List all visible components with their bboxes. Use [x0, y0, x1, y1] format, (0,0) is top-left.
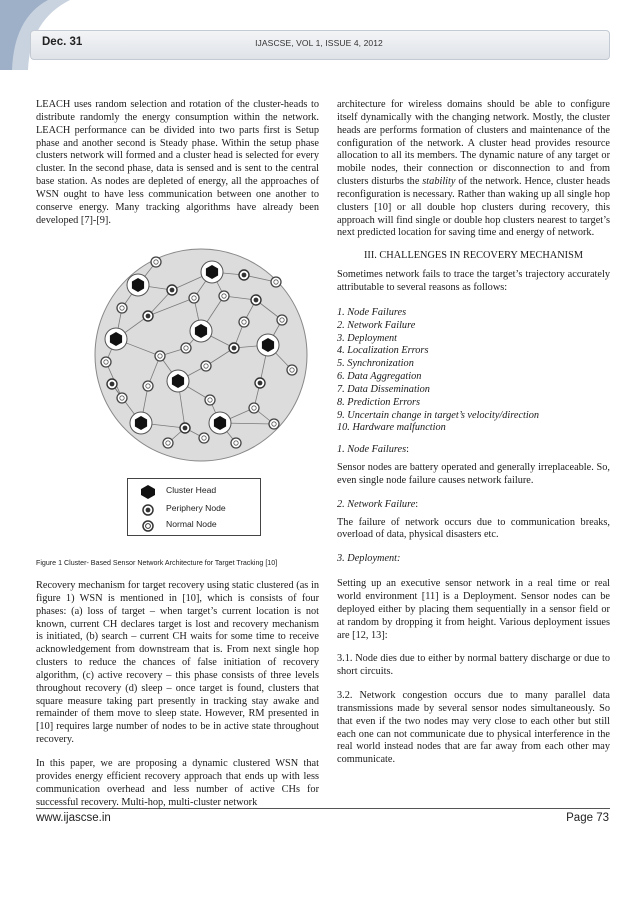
periphery-node-core: [258, 381, 263, 386]
normal-node-core: [192, 296, 196, 300]
periphery-node-core: [242, 273, 247, 278]
normal-node-icon: [138, 518, 158, 534]
footer-page-number: Page 73: [566, 812, 609, 824]
left-paragraph-2: Recovery mechanism for target recovery using static clustered (as in figure 1) WSN is mentioned in [10], which is consists of four phases: (a) loss of target – when target’s current location is not known, current CH declares target is lost and recovery mechanism is initiated, (b) search – current CH waits for some time to receive acknowledgement from downstream that is. From next single hop clusters to reduce the chances of false initiation of recovery algorithm, (c) active recovery – this phase consists of three levels throughout recovery (d) sleep – once target is found, clusters that square measure taking part presently in tracking stay awake and remainder of them move to sleep state. However, RM presented in [10] requires large number of nodes to be in active state throughout recovery.: [36, 580, 319, 746]
list-item: 8. Prediction Errors: [337, 396, 421, 408]
figure-legend: Cluster Head Periphery Node Normal Node: [127, 478, 261, 536]
normal-node-core: [252, 406, 256, 410]
periphery-node-core: [110, 382, 115, 387]
list-item: 3. Deployment: [337, 332, 398, 344]
header-journal: IJASCSE, VOL 1, ISSUE 4, 2012: [255, 38, 383, 48]
section-heading: III. CHALLENGES IN RECOVERY MECHANISM: [364, 250, 583, 262]
subheading-network-failure: 2. Network Failure:: [337, 498, 419, 510]
right-paragraph-1: architecture for wireless domains should be able to configure itself dynamically with the changing network. Mostly, the cluster heads are performs formation of clusters and maintenance of the configuration of the network. A cluster head provides resource allocation to all its members. The dynamic nature of any target or mobile nodes, their connection or disconnection to and from clusters disturbs the stability of the network. Hence, cluster heads reconfiguration is necessary. Rather than waking up all single hop clusters [10] or all double hop clusters during recovery, this approach will find single or double hop clusters nearest to target’s next predicted location for saving time and energy of network.: [337, 99, 610, 239]
periphery-node-core: [146, 314, 151, 319]
periphery-node-core: [170, 288, 175, 293]
footer-rule: [36, 808, 610, 809]
list-item: 9. Uncertain change in target’s velocity/direction: [337, 409, 540, 421]
right-paragraph-5: Setting up an executive sensor network in a real time or real world environment [11] is a Deployment. Sensor nodes can be deployed either by placing them sequentially in a sensor field or at random by dropping it from height. Various deployment issues are [12, 13]:: [337, 578, 610, 641]
left-column-top: [36, 99, 319, 227]
normal-node-core: [222, 294, 226, 298]
list-item: 4. Localization Errors: [337, 345, 429, 357]
network-diagram: [95, 249, 307, 461]
left-paragraph-1: LEACH uses random selection and rotation of the cluster-heads to distribute randomly the energy consumption within the network. LEACH performance can be divided into two parts first is Setup phase and another second is Steady phase. Within the setup phase clusters network will formed and a cluster head is selected for every cluster. In the second phase, data is sensed and is sent to the central base station. As nodes are depleted of energy, all the approaches of WSN ought to have less communication between one another to conserve energy. Many tracking algorithms have already been developed [7]-[9].: [36, 99, 319, 226]
left-paragraph-3: In this paper, we are proposing a dynamic clustered WSN that provides energy efficient recovery approach that ends up with less communication overhead and less number of active CHs for successful recovery. Multi-hop, multi-cluster network: [36, 757, 319, 808]
periphery-node-core: [183, 426, 188, 431]
subheading-node-failures: 1. Node Failures:: [337, 444, 409, 456]
figure-caption: Figure 1 Cluster- Based Sensor Network Architecture for Target Tracking [10]: [36, 559, 278, 567]
periphery-node-core: [254, 298, 259, 303]
left-column-bottom: [36, 580, 319, 809]
subheading-deployment: 3. Deployment:: [337, 553, 401, 565]
list-item: 1. Node Failures: [337, 306, 407, 318]
normal-node-core: [242, 320, 246, 324]
normal-node-core: [104, 360, 108, 364]
list-item: 7. Data Dissemination: [337, 383, 430, 395]
header-date: Dec. 31: [42, 36, 83, 48]
periphery-node-icon: [138, 502, 158, 518]
normal-node-core: [280, 318, 284, 322]
normal-node-core: [202, 436, 206, 440]
normal-node-core: [272, 422, 276, 426]
right-paragraph-3: Sensor nodes are battery operated and generally irreplaceable. So, even single node failure causes network failure.: [337, 462, 610, 486]
right-column: [337, 99, 610, 767]
right-paragraph-2: Sometimes network fails to trace the target’s trajectory accurately attributable to several reasons as follows:: [337, 269, 610, 293]
normal-node-core: [204, 364, 208, 368]
normal-node-core: [120, 396, 124, 400]
list-item: 6. Data Aggregation: [337, 371, 422, 383]
list-item: 5. Synchronization: [337, 358, 414, 370]
normal-node-core: [234, 441, 238, 445]
normal-node-core: [290, 368, 294, 372]
list-item: 2. Network Failure: [337, 319, 416, 331]
right-paragraph-4: The failure of network occurs due to communication breaks, overload of data, physical disasters etc.: [337, 516, 610, 541]
normal-node-core: [154, 260, 158, 264]
normal-node-core: [274, 280, 278, 284]
challenge-list: [337, 307, 610, 435]
periphery-node-core: [232, 346, 237, 351]
right-paragraph-6: 3.1. Node dies due to either by normal battery discharge or due to short circuits.: [337, 653, 610, 678]
cluster-head-icon: [138, 484, 158, 500]
normal-node-core: [120, 306, 124, 310]
normal-node-core: [158, 354, 162, 358]
normal-node-core: [208, 398, 212, 402]
normal-node-core: [166, 441, 170, 445]
right-paragraph-7: 3.2. Network congestion occurs due to many parallel data transmissions made by several sensor nodes simultaneously. So that even if the two nodes may very close to each other but still each one can not communicate due to physical interference in the real world instead nodes that are far away from each other may communicate.: [337, 690, 610, 766]
normal-node-core: [184, 346, 188, 350]
normal-node-core: [146, 384, 150, 388]
footer-url: www.ijascse.in: [36, 812, 111, 824]
list-item: 10. Hardware malfunction: [337, 422, 446, 434]
